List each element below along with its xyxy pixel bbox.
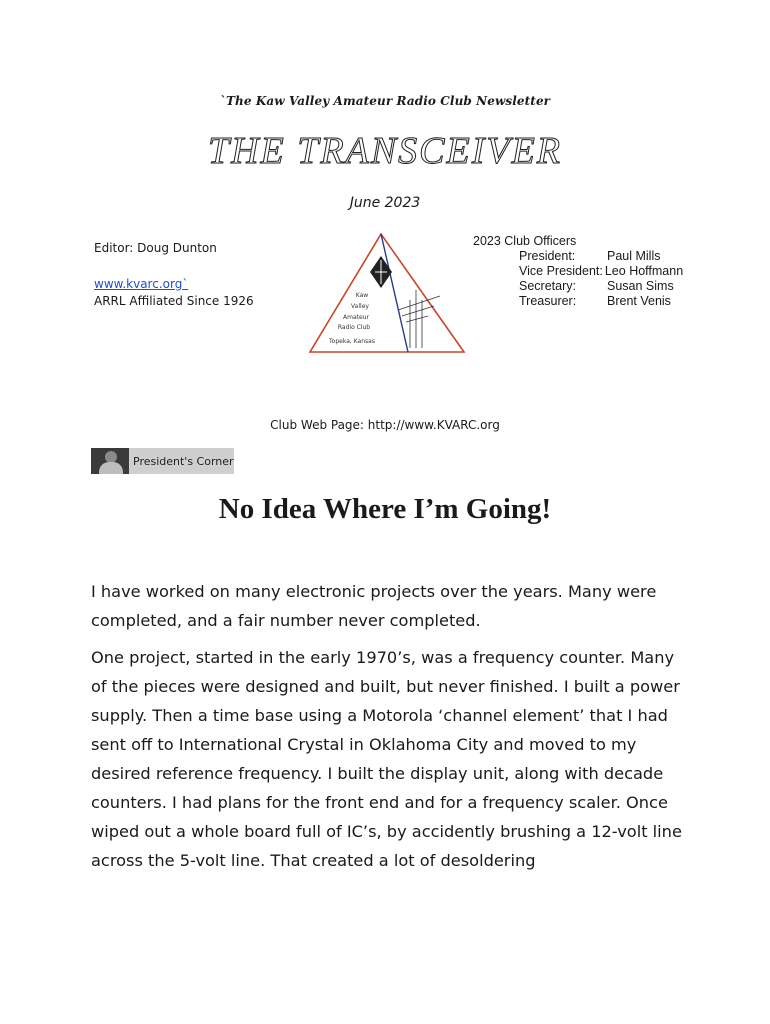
officer-name: Brent Venis xyxy=(607,294,671,308)
article-paragraph: One project, started in the early 1970’s, was a frequency counter. Many of the pieces were designed and built, but never finished. I built a power supply. Then a time base using a Motorola ‘channel element’ that I had sent off to International Crystal in Oklahoma City and moved to my desired reference frequency. I built the display unit, along with decade counters. I had plans for the front end and for a frequency scaler. Once wiped out a whole board full of IC’s, by accidently brushing a 12-volt line across the 5-volt line. That created a lot of desoldering xyxy=(91,648,682,870)
issue-date: June 2023 xyxy=(349,195,421,211)
presidents-corner-banner xyxy=(91,448,234,474)
article-title: No Idea Where I’m Going! xyxy=(218,493,552,525)
logo-divider xyxy=(381,234,408,352)
president-photo xyxy=(91,448,129,474)
officer-row xyxy=(519,249,683,264)
officers-list xyxy=(473,249,683,309)
club-officers xyxy=(473,234,683,309)
presidents-corner-label: President's Corner xyxy=(133,454,234,468)
newsletter-subtitle: `The Kaw Valley Amateur Radio Club Newsletter xyxy=(219,94,551,108)
club-logo xyxy=(306,230,468,356)
article-body xyxy=(91,577,691,883)
newsletter-masthead: THE TRANSCEIVER xyxy=(207,130,563,172)
officer-row xyxy=(519,279,683,294)
logo-text-2: Valley xyxy=(351,303,369,310)
officer-role: President: xyxy=(519,249,576,263)
officer-role: Vice President: xyxy=(519,264,603,278)
logo-text-3: Amateur xyxy=(343,314,369,321)
logo-triangle xyxy=(310,234,464,352)
officer-role: Treasurer: xyxy=(519,294,577,308)
club-web-page: Club Web Page: http://www.KVARC.org xyxy=(270,418,500,432)
antenna-icon xyxy=(398,290,440,348)
officer-name: Susan Sims xyxy=(607,279,674,293)
editor-credit: Editor: Doug Dunton xyxy=(94,241,217,255)
officer-role: Secretary: xyxy=(519,279,576,293)
officer-name: Leo Hoffmann xyxy=(604,264,684,278)
logo-text-4: Radio Club xyxy=(337,324,371,331)
arrl-diamond-icon xyxy=(370,256,392,288)
logo-location: Topeka, Kansas xyxy=(329,338,375,345)
arrl-affiliation: ARRL Affiliated Since 1926 xyxy=(94,294,254,308)
officer-name: Paul Mills xyxy=(607,249,661,263)
officer-row xyxy=(519,294,683,309)
article-paragraph: I have worked on many electronic projects over the years. Many were completed, and a fair number never completed. xyxy=(91,582,657,630)
logo-text-1: Kaw xyxy=(355,292,369,299)
club-website-link[interactable]: www.kvarc.org` xyxy=(94,277,189,291)
officer-row xyxy=(519,264,683,279)
officers-heading: 2023 Club Officers xyxy=(473,234,577,248)
